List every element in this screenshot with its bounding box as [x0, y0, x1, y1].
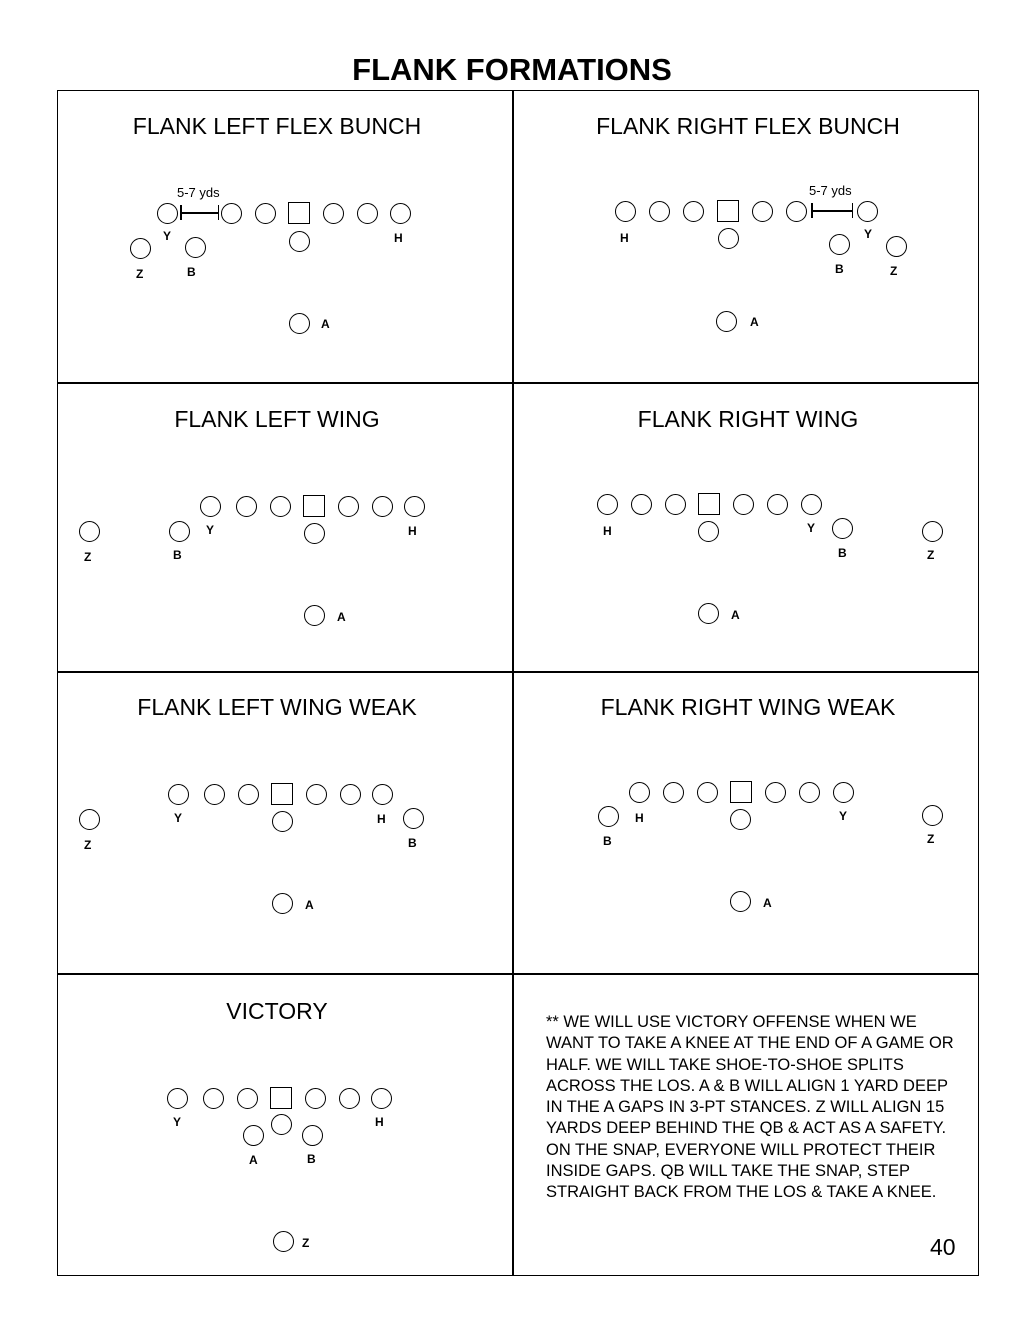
player-lineman [238, 784, 259, 805]
player-qb [718, 228, 739, 249]
player-lineman [649, 201, 670, 222]
player-lineman [305, 1088, 326, 1109]
label-a: A [763, 896, 772, 910]
player-h [371, 1088, 392, 1109]
center-square [271, 783, 293, 805]
label-h: H [377, 812, 386, 826]
player-a [730, 891, 751, 912]
player-h [629, 782, 650, 803]
cell-title-victory: VICTORY [226, 998, 328, 1024]
player-a [304, 605, 325, 626]
grid-divider-row-1 [57, 382, 979, 384]
center-square [698, 493, 720, 515]
center-square [288, 202, 310, 224]
split-marker [811, 210, 853, 212]
label-b: B [307, 1152, 316, 1166]
center-square [270, 1087, 292, 1109]
player-h [390, 203, 411, 224]
player-z [922, 805, 943, 826]
player-a [243, 1125, 264, 1146]
label-z: Z [927, 832, 935, 846]
player-b [185, 237, 206, 258]
player-a [698, 603, 719, 624]
label-b: B [835, 262, 844, 276]
label-h: H [394, 231, 403, 245]
page-number: 40 [930, 1234, 956, 1260]
label-b: B [408, 836, 417, 850]
label-y: Y [206, 523, 215, 537]
player-b [832, 518, 853, 539]
player-z [886, 236, 907, 257]
label-z: Z [136, 267, 144, 281]
grid-divider-row-2 [57, 671, 979, 673]
player-y [801, 494, 822, 515]
label-a: A [321, 317, 330, 331]
player-y [168, 784, 189, 805]
player-lineman [338, 496, 359, 517]
cell-title-flank-left-wing-weak: FLANK LEFT WING WEAK [137, 694, 417, 720]
player-a [716, 311, 737, 332]
player-lineman [786, 201, 807, 222]
player-lineman [767, 494, 788, 515]
player-lineman [799, 782, 820, 803]
player-a [289, 313, 310, 334]
label-y: Y [864, 227, 873, 241]
label-y: Y [173, 1115, 182, 1129]
player-lineman [255, 203, 276, 224]
victory-note: ** WE WILL USE VICTORY OFFENSE WHEN WE WANT TO TAKE A KNEE AT THE END OF A GAME OR HALF. WE WILL TAKE SHOE-TO-SHOE SPLITS ACROSS THE LOS. A & B WILL ALIGN 1 YARD DEEP IN THE A GAPS IN 3-PT STANCES. Z WILL ALIGN 15 YARDS DEEP BEHIND THE QB & ACT AS A SAFETY. ON THE SNAP, EVERYONE WILL PROTECT THEIR INSIDE GAPS. QB WILL TAKE THE SNAP, STEP STRAIGHT BACK FROM THE LOS & TAKE A KNEE. [546, 1013, 954, 1202]
page-title: FLANK FORMATIONS [352, 52, 672, 87]
player-b [403, 808, 424, 829]
player-b [829, 234, 850, 255]
label-h: H [603, 524, 612, 538]
player-lineman [663, 782, 684, 803]
player-y [857, 201, 878, 222]
player-lineman [340, 784, 361, 805]
label-z: Z [84, 550, 92, 564]
grid-divider-row-3 [57, 973, 979, 975]
label-h: H [408, 524, 417, 538]
label-y: Y [807, 521, 816, 535]
player-b [169, 521, 190, 542]
player-lineman [752, 201, 773, 222]
player-qb [271, 1114, 292, 1135]
player-lineman [733, 494, 754, 515]
label-z: Z [927, 548, 935, 562]
player-lineman [357, 203, 378, 224]
cell-title-flank-right-wing-weak: FLANK RIGHT WING WEAK [600, 694, 896, 720]
player-h [597, 494, 618, 515]
player-lineman [237, 1088, 258, 1109]
player-b [598, 806, 619, 827]
player-y [200, 496, 221, 517]
split-marker [180, 212, 219, 214]
player-lineman [683, 201, 704, 222]
label-y: Y [174, 811, 183, 825]
player-lineman [306, 784, 327, 805]
cell-title-flank-right-flex-bunch: FLANK RIGHT FLEX BUNCH [596, 113, 900, 139]
center-square [730, 781, 752, 803]
player-lineman [765, 782, 786, 803]
label-b: B [838, 546, 847, 560]
label-b: B [173, 548, 182, 562]
player-lineman [339, 1088, 360, 1109]
player-lineman [270, 496, 291, 517]
label-a: A [337, 610, 346, 624]
center-square [303, 495, 325, 517]
label-z: Z [890, 264, 898, 278]
label-z: Z [302, 1236, 310, 1250]
player-qb [272, 811, 293, 832]
player-qb [304, 523, 325, 544]
label-a: A [249, 1153, 258, 1167]
player-h [615, 201, 636, 222]
player-y [167, 1088, 188, 1109]
player-z [79, 521, 100, 542]
player-lineman [323, 203, 344, 224]
player-lineman [203, 1088, 224, 1109]
label-b: B [603, 834, 612, 848]
label-b: B [187, 265, 196, 279]
player-lineman [221, 203, 242, 224]
player-z [79, 809, 100, 830]
player-qb [730, 809, 751, 830]
cell-title-flank-left-wing: FLANK LEFT WING [174, 406, 380, 432]
player-z [130, 238, 151, 259]
player-z [922, 521, 943, 542]
player-lineman [372, 496, 393, 517]
label-z: Z [84, 838, 92, 852]
cell-title-flank-right-wing: FLANK RIGHT WING [637, 406, 859, 432]
player-z [273, 1231, 294, 1252]
player-h [404, 496, 425, 517]
label-a: A [750, 315, 759, 329]
player-lineman [697, 782, 718, 803]
player-lineman [236, 496, 257, 517]
label-y: Y [839, 809, 848, 823]
grid-divider-vertical [512, 90, 514, 1276]
player-qb [698, 521, 719, 542]
player-y [157, 203, 178, 224]
label-h: H [635, 811, 644, 825]
label-a: A [305, 898, 314, 912]
player-lineman [204, 784, 225, 805]
player-a [272, 893, 293, 914]
cell-title-flank-left-flex-bunch: FLANK LEFT FLEX BUNCH [132, 113, 422, 139]
player-lineman [631, 494, 652, 515]
center-square [717, 200, 739, 222]
player-lineman [665, 494, 686, 515]
label-h: H [620, 231, 629, 245]
player-qb [289, 231, 310, 252]
label-h: H [375, 1115, 384, 1129]
split-label: 5-7 yds [809, 183, 852, 198]
player-b [302, 1125, 323, 1146]
label-y: Y [163, 229, 172, 243]
split-label: 5-7 yds [177, 185, 220, 200]
label-a: A [731, 608, 740, 622]
player-h [372, 784, 393, 805]
player-y [833, 782, 854, 803]
